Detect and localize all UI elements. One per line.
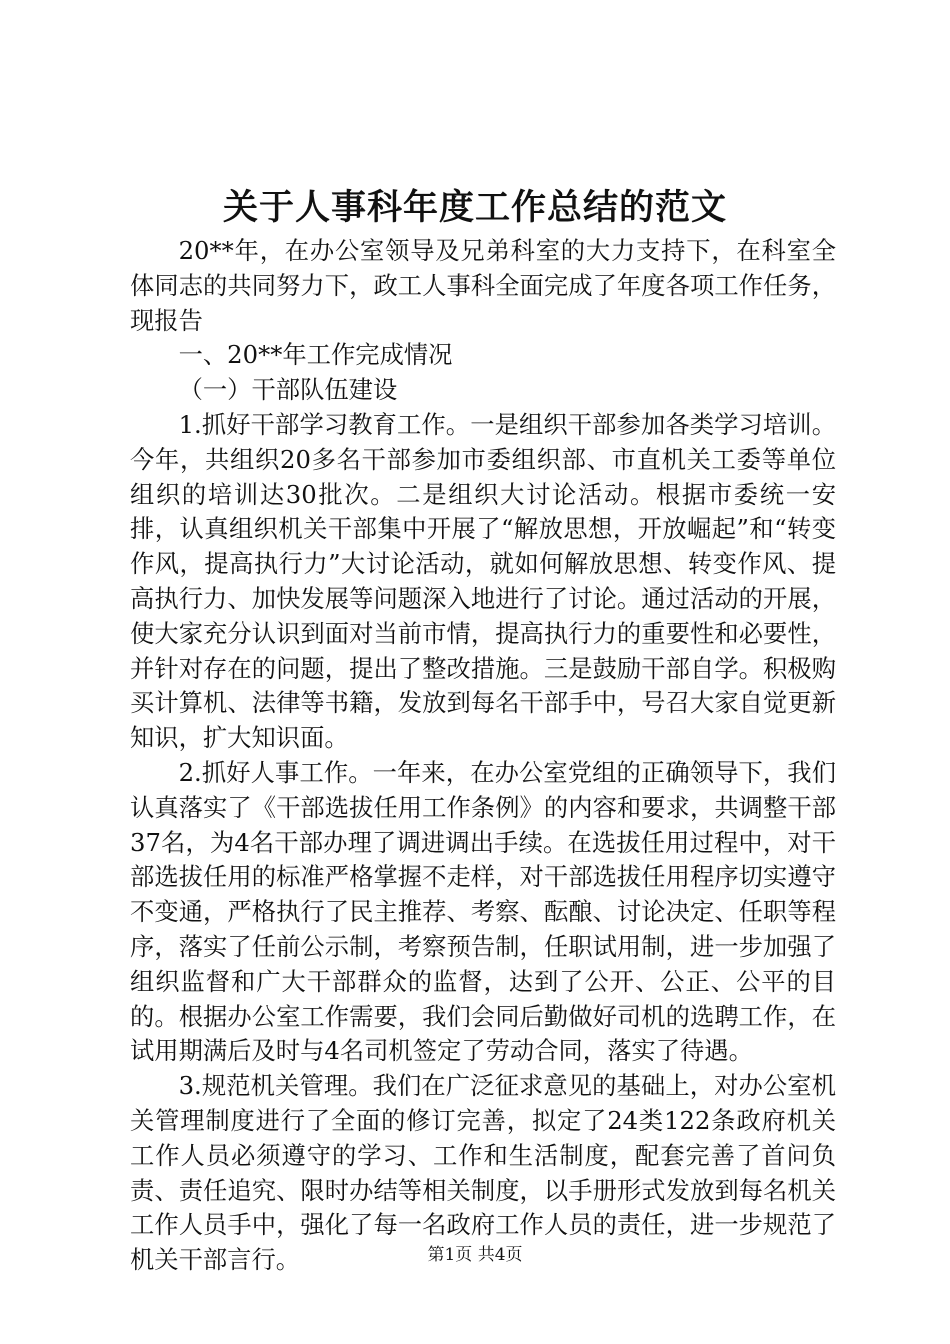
document-body xyxy=(130,234,836,1278)
paragraph-intro: 20**年，在办公室领导及兄弟科室的大力支持下，在科室全体同志的共同努力下，政工人事科全面完成了年度各项工作任务，现报告 xyxy=(130,236,836,335)
paragraph-item-2: 2.抓好人事工作。一年来，在办公室党组的正确领导下，我们认真落实了《干部选拔任用工作条例》的内容和要求，共调整干部37名，为4名干部办理了调进调出手续。在选拔任用过程中，对干部选拔任用的标准严格掌握不走样，对干部选拔任用程序切实遵守不变通，严格执行了民主推荐、考察、酝酿、讨论决定、任职等程序，落实了任前公示制，考察预告制，任职试用制，进一步加强了组织监督和广大干部群众的监督，达到了公开、公正、公平的目的。根据办公室工作需要，我们会同后勤做好司机的选聘工作，在试用期满后及时与4名司机签定了劳动合同，落实了待遇。 xyxy=(130,757,836,1066)
page-footer: 第1页 共4页 xyxy=(427,1245,523,1265)
paragraph-item-3: 3.规范机关管理。我们在广泛征求意见的基础上，对办公室机关管理制度进行了全面的修订完善，拟定了24类122条政府机关工作人员必须遵守的学习、工作和生活制度，配套完善了首问负责、责任追究、限时办结等相关制度，以手册形式发放到每名机关工作人员手中，强化了每一名政府工作人员的责任，进一步规范了机关干部言行。 xyxy=(130,1071,836,1275)
paragraph-item-1: 1.抓好干部学习教育工作。一是组织干部参加各类学习培训。今年，共组织20多名干部参加市委组织部、市直机关工委等单位组织的培训达30批次。二是组织大讨论活动。根据市委统一安排，认真组织机关干部集中开展了“解放思想，开放崛起”和“转变作风，提高执行力”大讨论活动，就如何解放思想、转变作风、提高执行力、加快发展等问题深入地进行了讨论。通过活动的开展，使大家充分认识到面对当前市情，提高执行力的重要性和必要性，并针对存在的问题，提出了整改措施。三是鼓励干部自学。积极购买计算机、法律等书籍，发放到每名干部手中，号召大家自觉更新知识，扩大知识面。 xyxy=(130,409,836,753)
document-title: 关于人事科年度工作总结的范文 xyxy=(222,187,727,228)
subsection-heading: （一）干部队伍建设 xyxy=(178,375,398,405)
section-heading: 一、20**年工作完成情况 xyxy=(178,340,453,370)
